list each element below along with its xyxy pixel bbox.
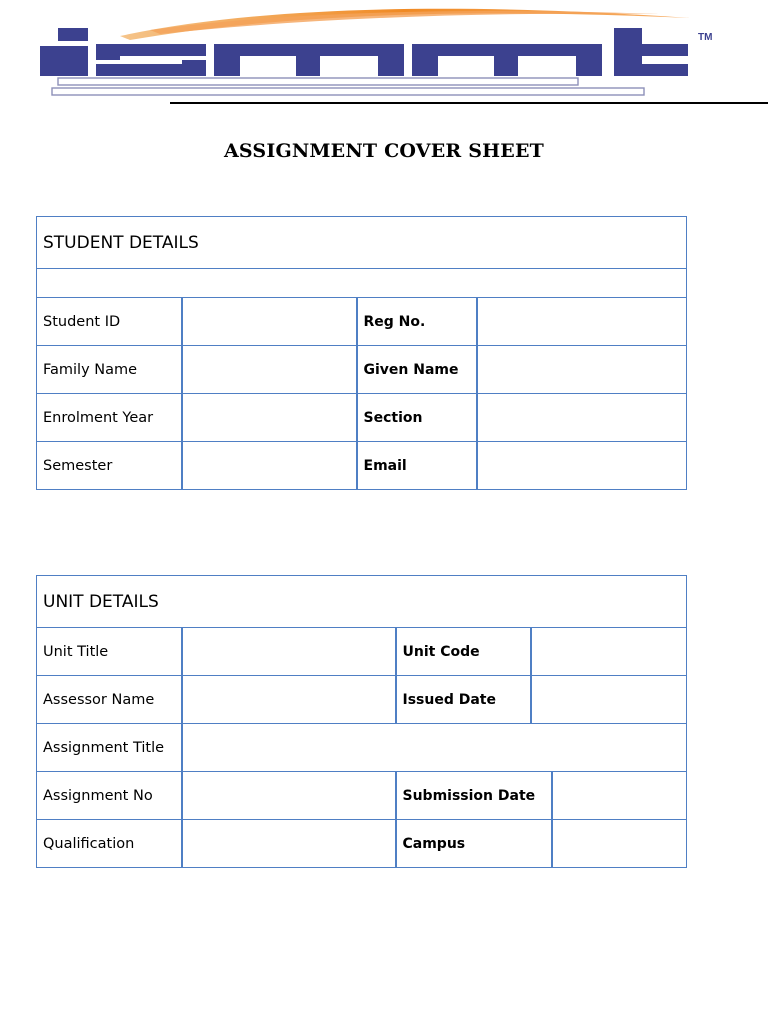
assignment-title-field[interactable] (182, 724, 687, 772)
table-row (37, 394, 687, 442)
reg-no-field[interactable] (477, 298, 687, 346)
table-row (37, 346, 687, 394)
email-label: Email (357, 442, 477, 490)
table-row (37, 298, 687, 346)
assignment-no-field[interactable] (182, 772, 396, 820)
semester-field[interactable] (182, 442, 357, 490)
qualification-field[interactable] (182, 820, 396, 868)
table-row (37, 628, 687, 676)
qualification-label: Qualification (37, 820, 182, 868)
section-label: Section (357, 394, 477, 442)
page-title: ASSIGNMENT COVER SHEET (223, 140, 545, 162)
section-field[interactable] (477, 394, 687, 442)
table-row (37, 442, 687, 490)
semester-label: Semester (37, 442, 182, 490)
student-details-blank-row (37, 269, 687, 298)
assignment-title-label: Assignment Title (37, 724, 182, 772)
family-name-label: Family Name (37, 346, 182, 394)
ismt-logo (0, 0, 768, 108)
student-id-label: Student ID (37, 298, 182, 346)
campus-field[interactable] (552, 820, 687, 868)
table-row (37, 676, 687, 724)
logo-trademark: TM (698, 32, 713, 43)
unit-details-table (36, 575, 687, 868)
student-id-field[interactable] (182, 298, 357, 346)
submission-date-field[interactable] (552, 772, 687, 820)
table-row (37, 772, 687, 820)
unit-code-field[interactable] (531, 628, 687, 676)
table-row (37, 724, 687, 772)
assessor-name-field[interactable] (182, 676, 396, 724)
header-rule (170, 102, 768, 104)
assessor-name-label: Assessor Name (37, 676, 182, 724)
unit-code-label: Unit Code (396, 628, 531, 676)
student-details-heading: STUDENT DETAILS (37, 217, 687, 269)
given-name-label: Given Name (357, 346, 477, 394)
family-name-field[interactable] (182, 346, 357, 394)
enrolment-year-field[interactable] (182, 394, 357, 442)
unit-details-heading: UNIT DETAILS (37, 576, 687, 628)
logo-tagline (52, 78, 644, 95)
issued-date-field[interactable] (531, 676, 687, 724)
issued-date-label: Issued Date (396, 676, 531, 724)
email-field[interactable] (477, 442, 687, 490)
student-details-table (36, 216, 687, 490)
unit-title-field[interactable] (182, 628, 396, 676)
unit-title-label: Unit Title (37, 628, 182, 676)
assignment-no-label: Assignment No (37, 772, 182, 820)
table-row (37, 820, 687, 868)
reg-no-label: Reg No. (357, 298, 477, 346)
campus-label: Campus (396, 820, 552, 868)
given-name-field[interactable] (477, 346, 687, 394)
submission-date-label: Submission Date (396, 772, 552, 820)
enrolment-year-label: Enrolment Year (37, 394, 182, 442)
